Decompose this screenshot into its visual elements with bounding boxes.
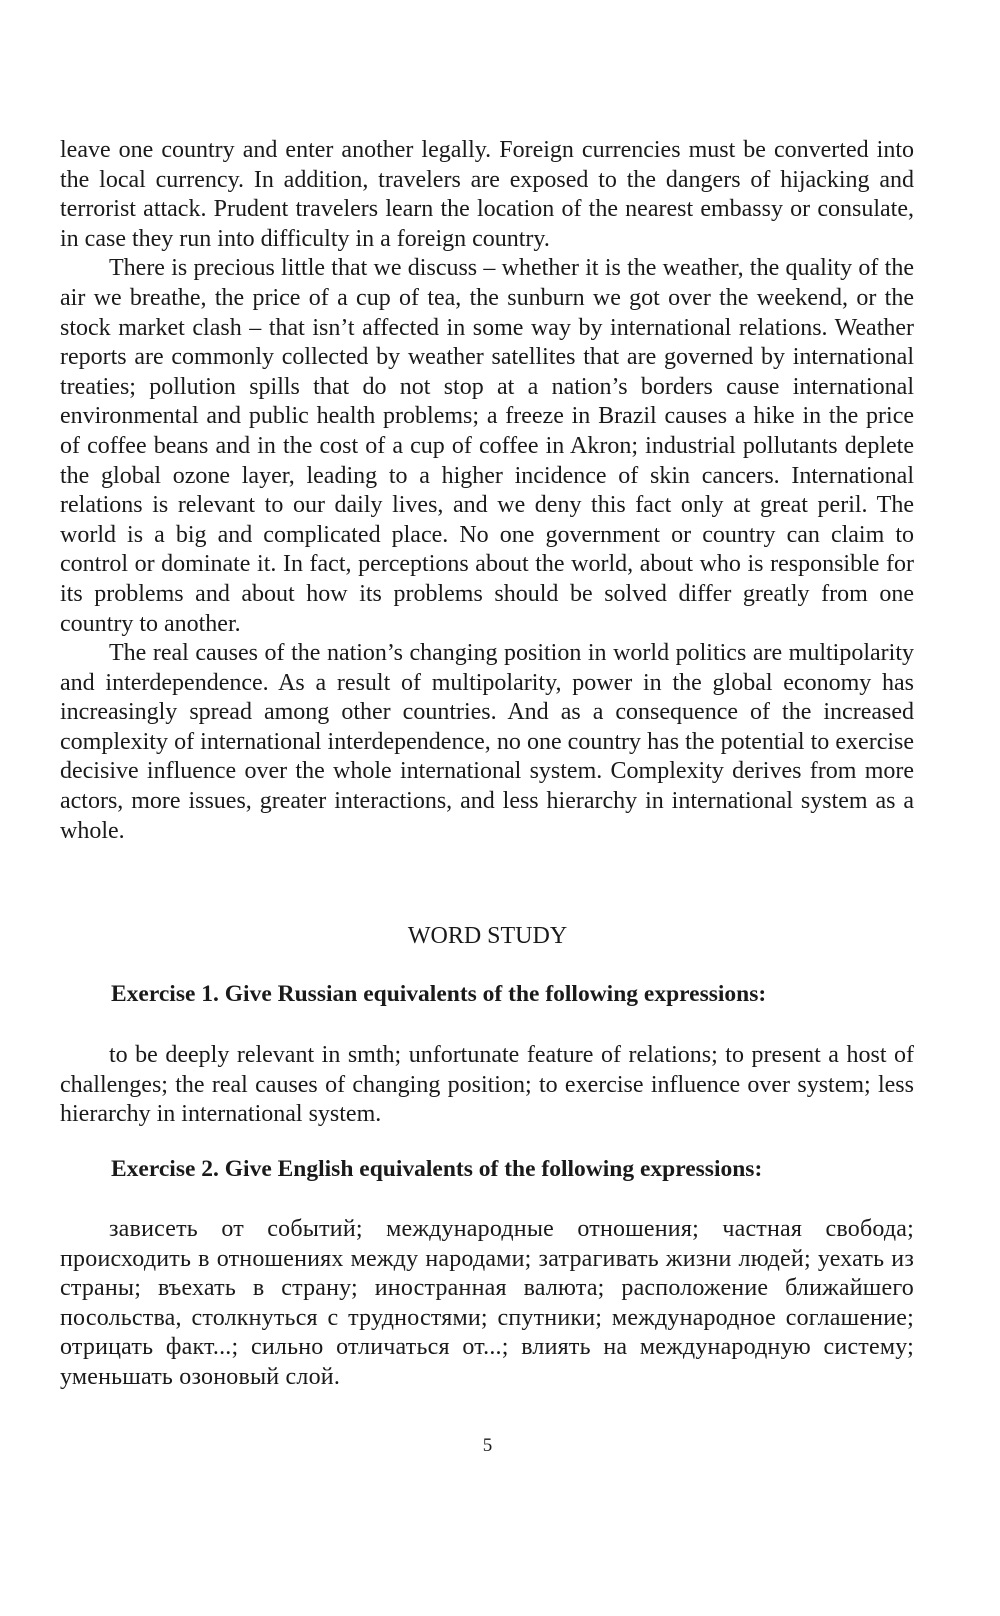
paragraph-continuation: leave one country and enter another legally. Foreign currencies must be converted into the local currency. In addition, travelers are exposed to the dangers of hijacking and terrorist attack. Prudent travelers learn the location of the nearest embassy or consulate, in case they run into difficulty in a foreign country. xyxy=(60,137,914,252)
exercise-2-heading: Exercise 2. Give English equivalents of the following expressions: xyxy=(111,1156,763,1182)
paragraph-international-relations: There is precious little that we discuss – whether it is the weather, the quality of the air we breathe, the price of a cup of tea, the sunburn we got over the weekend, or the stock market clash – that isn’t affected in some way by international relations. Weather reports are commonly collected by weather satellites that are governed by international treaties; pollution spills that do not stop at a nation’s borders cause international environmental and public health problems; a freeze in Brazil causes a hike in the price of coffee beans and in the cost of a cup of coffee in Akron; industrial pollutants deplete the global ozone layer, leading to a higher incidence of skin cancers. International relations is relevant to our daily lives, and we deny this fact only at great peril. The world is a big and complicated place. No one government or country can claim to control or dominate it. In fact, perceptions about the world, about who is responsible for its problems and about how its problems should be solved differ greatly from one country to another. xyxy=(60,255,914,637)
paragraph-multipolarity: The real causes of the nation’s changing position in world politics are multipolarity and interdependence. As a result of multipolarity, power in the global economy has increasingly spread among other countries. And as a consequence of the increased complexity of international interdependence, no one country has the potential to exercise decisive influence over the whole international system. Complexity derives from more actors, more issues, greater interactions, and less hierarchy in international system as a whole. xyxy=(60,640,914,844)
main-text xyxy=(60,136,914,846)
section-heading-word-study: WORD STUDY xyxy=(407,923,568,949)
exercise-2-body: зависеть от событий; международные отношения; частная свобода; происходить в отношениях между народами; затрагивать жизни людей; уехать из страны; въехать в страну; иностранная валюта; расположение ближайшего посольства, столкнуться с трудностями; спутники; международное соглашение; отрицать факт...; сильно отличаться от...; влиять на международную систему; уменьшать озоновый слой. xyxy=(60,1216,914,1390)
exercise-1-heading: Exercise 1. Give Russian equivalents of the following expressions: xyxy=(111,981,767,1007)
exercise-1-body: to be deeply relevant in smth; unfortunate feature of relations; to present a host of challenges; the real causes of changing position; to exercise influence over system; less hierarchy in international system. xyxy=(60,1042,914,1128)
page-number: 5 xyxy=(482,1435,493,1456)
